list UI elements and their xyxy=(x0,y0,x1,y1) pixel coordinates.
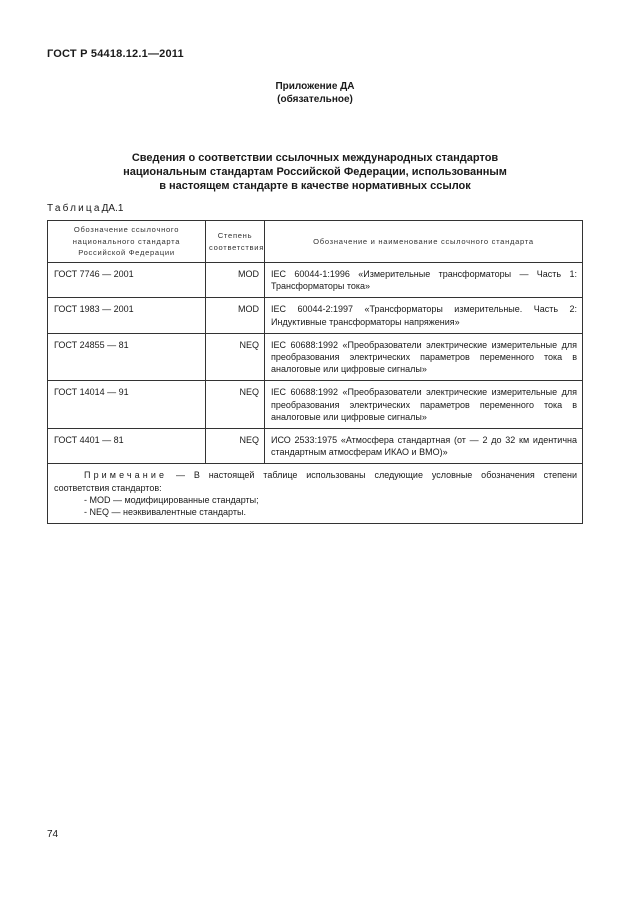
document-code: ГОСТ Р 54418.12.1—2011 xyxy=(47,48,184,60)
section-title-line-1: Сведения о соответствии ссылочных международных стандартов xyxy=(131,152,499,164)
table-caption-number: ДА.1 xyxy=(101,203,124,214)
table-note xyxy=(48,464,583,524)
national-standard-cell: ГОСТ 7746 — 2001 xyxy=(48,263,206,298)
header-conformity-degree: Степень соответствия xyxy=(206,221,265,263)
national-standard-cell: ГОСТ 24855 — 81 xyxy=(48,333,206,381)
note-item-mod: - MOD — модифицированные стандарты; xyxy=(84,494,259,505)
table-header-row xyxy=(48,221,583,263)
reference-standard-cell: IEC 60688:1992 «Преобразователи электрические измерительные для преобразования электрических параметров переменного тока в аналоговые или цифровые сигналы» xyxy=(265,333,583,381)
conformity-degree-cell: NEQ xyxy=(206,381,265,429)
table-row xyxy=(48,381,583,429)
section-title xyxy=(60,151,570,193)
table-caption xyxy=(47,203,123,214)
national-standard-cell: ГОСТ 1983 — 2001 xyxy=(48,298,206,333)
page-number: 74 xyxy=(47,829,59,840)
table-caption-prefix: Таблица xyxy=(47,203,102,214)
note-label: Примечание xyxy=(84,470,168,481)
conformity-degree-cell: NEQ xyxy=(206,429,265,464)
section-title-line-2: национальным стандартам Российской Федерации, использованным xyxy=(123,166,507,178)
header-reference-standard: Обозначение и наименование ссылочного стандарта xyxy=(265,221,583,263)
reference-standard-cell: IEC 60044-2:1997 «Трансформаторы измерительные. Часть 2: Индуктивные трансформаторы напряжения» xyxy=(265,298,583,333)
annex-subtitle: (обязательное) xyxy=(277,94,353,105)
reference-standard-cell: IEC 60044-1:1996 «Измерительные трансформаторы — Часть 1: Трансформаторы тока» xyxy=(265,263,583,298)
table-row xyxy=(48,263,583,298)
section-title-line-3: в настоящем стандарте в качестве нормативных ссылок xyxy=(159,180,471,192)
table-row xyxy=(48,298,583,333)
annex-heading xyxy=(0,80,630,106)
table-row xyxy=(48,429,583,464)
table-row xyxy=(48,333,583,381)
note-item-neq: - NEQ — неэквивалентные стандарты. xyxy=(84,507,246,518)
national-standard-cell: ГОСТ 4401 — 81 xyxy=(48,429,206,464)
table-note-row xyxy=(48,464,583,524)
conformity-degree-cell: NEQ xyxy=(206,333,265,381)
reference-standard-cell: IEC 60688:1992 «Преобразователи электрические измерительные для преобразования электрических параметров переменного тока в аналоговые или цифровые сигналы» xyxy=(265,381,583,429)
annex-title: Приложение ДА xyxy=(275,81,355,92)
reference-standard-cell: ИСО 2533:1975 «Атмосфера стандартная (от — 2 до 32 км идентична стандартным атмосферам ИКАО и ВМО)» xyxy=(265,429,583,464)
national-standard-cell: ГОСТ 14014 — 91 xyxy=(48,381,206,429)
header-national-standard: Обозначение ссылочного национального стандарта Российской Федерации xyxy=(48,221,206,263)
conformity-degree-cell: MOD xyxy=(206,263,265,298)
conformity-table xyxy=(47,220,583,524)
conformity-degree-cell: MOD xyxy=(206,298,265,333)
note-paragraph xyxy=(54,469,577,493)
note-text: — В настоящей таблице использованы следующие условные обозначения степени соответствия стандартов: xyxy=(54,470,577,493)
